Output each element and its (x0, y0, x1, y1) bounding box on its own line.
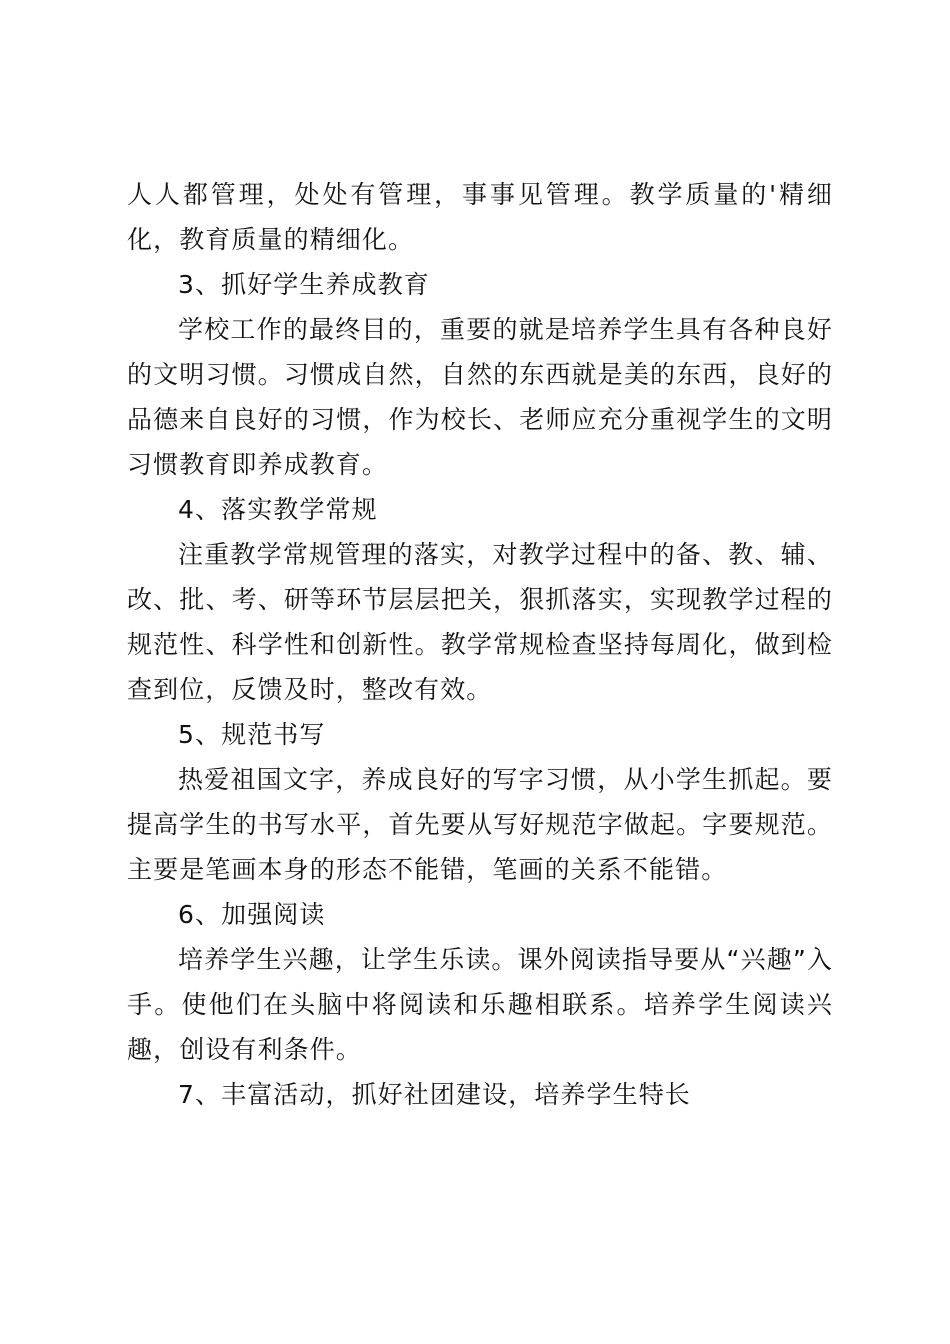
paragraph-handwriting: 热爱祖国文字，养成良好的写字习惯，从小学生抓起。要提高学生的书写水平，首先要从写好规范字做起。字要规范。主要是笔画本身的形态不能错，笔画的关系不能错。 (127, 765, 833, 884)
section-heading-3: 3、抓好学生养成教育 (178, 270, 430, 299)
paragraph-teaching-routine: 注重教学常规管理的落实，对教学过程中的备、教、辅、改、批、考、研等环节层层把关，狠抓落实，实现教学过程的规范性、科学性和创新性。教学常规检查坚持每周化，做到检查到位，反馈及时，整改有效。 (127, 540, 833, 704)
section-heading-4: 4、落实教学常规 (178, 495, 378, 524)
paragraph-reading: 培养学生兴趣，让学生乐读。课外阅读指导要从“兴趣”入手。使他们在头脑中将阅读和乐趣相联系。培养学生阅读兴趣，创设有利条件。 (127, 945, 833, 1064)
paragraph-continuation: 人人都管理，处处有管理，事事见管理。教学质量的'精细化，教育质量的精细化。 (127, 180, 833, 254)
paragraph-habit-education: 学校工作的最终目的，重要的就是培养学生具有各种良好的文明习惯。习惯成自然，自然的东西就是美的东西，良好的品德来自良好的习惯，作为校长、老师应充分重视学生的文明习惯教育即养成教育。 (127, 315, 833, 479)
section-heading-5: 5、规范书写 (178, 720, 326, 749)
section-heading-7: 7、丰富活动，抓好社团建设，培养学生特长 (178, 1080, 691, 1109)
section-heading-6: 6、加强阅读 (178, 900, 326, 929)
document-body (127, 172, 833, 1117)
